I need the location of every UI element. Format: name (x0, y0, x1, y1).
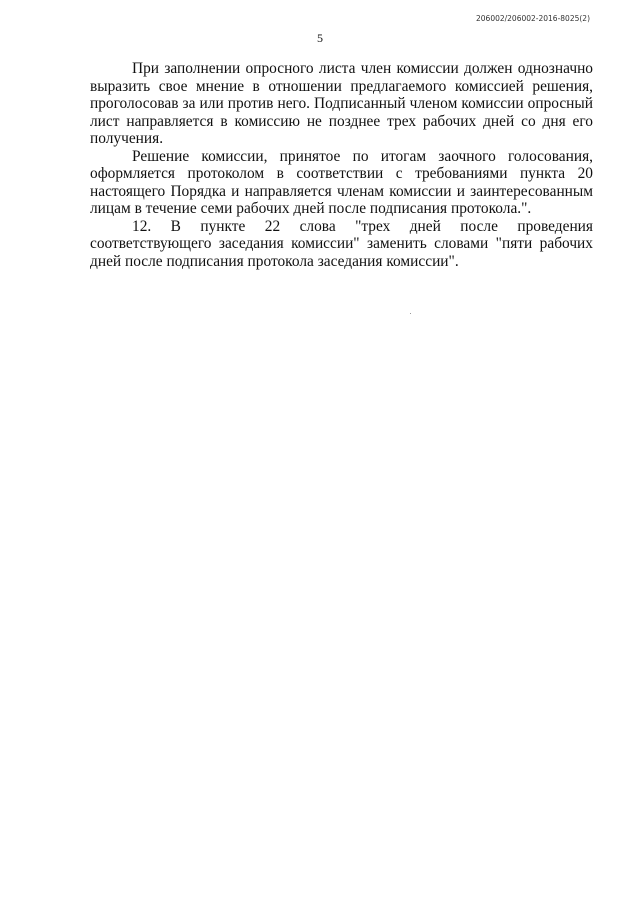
page-number: 5 (317, 31, 323, 45)
paragraph-decision: Решение комиссии, принятое по итогам заочного голосования, оформляется протоколом в соответствии с требованиями пункта 20 настоящего Порядка и направляется членам комиссии и заинтересованным лицам в течение семи рабочих дней после подписания протокола.". (90, 147, 593, 217)
document-id: 206002/206002-2016-8025(2) (476, 14, 590, 23)
paragraph-item-12: 12. В пункте 22 слова "трех дней после проведения соответствующего заседания комиссии" заменить словами "пяти рабочих дней после подписания протокола заседания комиссии". (90, 217, 593, 270)
document-body (90, 60, 593, 270)
scan-speck (410, 313, 411, 314)
paragraph-questionnaire: При заполнении опросного листа член комиссии должен однозначно выразить свое мнение в отношении предлагаемого комиссией решения, проголосовав за или против него. Подписанный членом комиссии опросный лист направляется в комиссию не позднее трех рабочих дней со дня его получения. (90, 60, 593, 147)
